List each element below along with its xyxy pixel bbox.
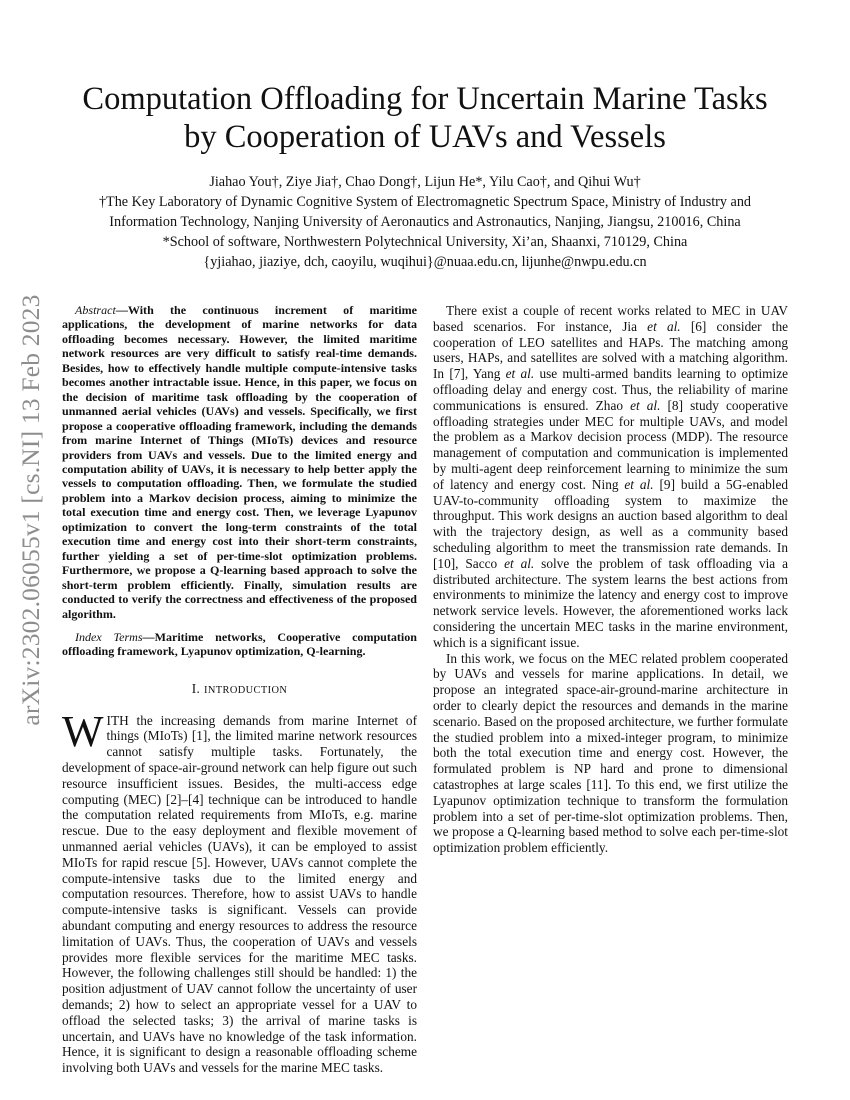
index-terms (62, 630, 417, 659)
paragraph-text: solve the problem of task offloading via a distributed architecture. The system learns the best actions from environments to minimize the latency and energy cost to improve network service levels. However, the aforementioned works lack considering the uncertain MEC tasks in the marine environment, which is a significant issue. (433, 555, 788, 650)
email-line: {yjiahao, jiaziye, dch, caoyilu, wuqihui}@nuaa.edu.cn, lijunhe@nwpu.edu.cn (203, 254, 647, 270)
affiliation-line: *School of software, Northwestern Polytechnical University, Xi’an, Shaanxi, 710129, China (162, 234, 688, 250)
paragraph-text: [6] consider the cooperation of LEO satellites and HAPs. The matching among users, HAPs, and satellites are solved with a matching algorithm. In [7], Yang (433, 318, 789, 382)
title-line-2: by Cooperation of UAVs and Vessels (184, 119, 666, 155)
et-al-citation: et al. (647, 318, 681, 334)
contribution-paragraph: In this work, we focus on the MEC related problem cooperated by UAVs and vessels for marine applications. In detail, we propose an integrated space-air-ground-marine architecture in order to clearly depict the resources and demands in the marine scenario. Based on the proposed architecture, we further formulate the studied problem into a mixed-integer program, to minimize both the total execution time and energy cost. However, the formulated problem is NP hard and prone to dimensional catastrophes at large scales [11]. To this end, we first utilize the Lyapunov optimization technique to transform the formulation problem into a set of per-time-slot optimization problems. Then, we propose a Q-learning based method to solve each per-time-slot optimization problem efficiently. (433, 650, 788, 856)
section-heading-introduction (62, 681, 417, 699)
paper-title (40, 80, 810, 156)
paragraph-text: use multi-armed bandits learning to optimize offloading delay and energy cost. Thus, the reliability of marine communications is ensured. Zhao (433, 366, 789, 413)
index-terms-text: —Maritime networks, Cooperative computation offloading framework, Lyapunov optimization, Q-learning. (62, 629, 418, 659)
related-work-paragraph (433, 303, 788, 651)
et-al-citation: et al. (624, 476, 654, 492)
et-al-citation: et al. (504, 555, 535, 571)
abstract-text: —With the continuous increment of maritime applications, the development of marine networks for data offloading becomes necessary. However, the limited maritime network resources are very difficult to satisfy real-time demands. Besides, how to effectively handle multiple compute-intensive tasks becomes another intractable issue. Hence, in this paper, we focus on the decision of maritime task offloading by the cooperation of unmanned aerial vehicles (UAVs) and vessels. Specifically, we first propose a cooperative offloading framework, including the demands from marine Internet of Things (MIoTs) devices and resource providers from UAVs and vessels. Due to the limited energy and computation ability of UAVs, it is necessary to help better apply the vessels to computation offloading. Then, we formulate the studied problem into a Markov decision process, aiming to minimize the total execution time and energy cost. Then, we leverage Lyapunov optimization to convert the long-term constraints of the total execution time and energy cost into their short-term constraints, further yielding a set of per-time-slot optimization problems. Furthermore, we propose a Q-learning based approach to solve the short-term problem efficiently. Finally, simulation results are conducted to verify the correctness and effectiveness of the proposed algorithm. (62, 303, 417, 621)
index-terms-label: Index Terms (75, 629, 143, 644)
author-list: Jiahao You†, Ziye Jia†, Chao Dong†, Lijun He*, Yilu Cao†, and Qihui Wu† (209, 174, 641, 190)
paragraph-text: There exist a couple of recent works related to MEC in UAV based scenarios. For instance, Jia (433, 303, 788, 334)
affiliation-line: †The Key Laboratory of Dynamic Cognitive System of Electromagnetic Spectrum Space, Ministry of Industry and (98, 194, 752, 210)
abstract-label: Abstract (75, 303, 116, 317)
paragraph-text: [8] study cooperative offloading strategies under MEC for multiple UAVs, and model the problem as a Markov decision process (MDP). The resource management of computation and communication is implemented by multi-agent deep reinforcement learning to minimize the sum of latency and energy cost. Ning (433, 397, 788, 492)
arxiv-identifier-text: arXiv:2302.06055v1 [cs.NI] 13 Feb 2023 (16, 294, 45, 726)
section-numeral: I. (191, 680, 204, 696)
author-block (40, 172, 810, 272)
right-column (433, 303, 788, 856)
title-line-1: Computation Offloading for Uncertain Marine Tasks (82, 81, 768, 117)
et-al-citation: et al. (630, 397, 661, 413)
left-column (62, 303, 417, 1076)
paragraph-text: [9] build a 5G-enabled UAV-to-community offloading system to maximize the throughput. This work designs an auction based algorithm to deal with the trajectory design, as well as a community based scheduling algorithm to meet the transmission rate demands. In [10], Sacco (433, 476, 789, 571)
section-title: INTRODUCTION (203, 684, 288, 696)
introduction-paragraph: WITH the increasing demands from marine Internet of things (MIoTs) [1], the limited marine network resources cannot satisfy multiple tasks. Fortunately, the development of space-air-ground network can help figure out such resource insufficient issues. Besides, the multi-access edge computing (MEC) [2]–[4] technique can be introduced to handle the computation related requirements from MIoTs, e.g. marine rescue. Due to the easy deployment and flexible movement of unmanned aerial vehicles (UAVs), it can be employed to assist MIoTs for rapid rescue [5]. However, UAVs cannot complete the compute-intensive tasks due to the limited energy and computation resources. Therefore, how to assist UAVs to handle compute-intensive tasks is significant. Vessels can provide abundant computing and energy resources to address the resource limitation of UAVs. Thus, the cooperation of UAVs and vessels provides more flexible services for the maritime MEC tasks. However, the following challenges still should be handled: 1) the position adjustment of UAV cannot follow the uncertainty of user demands; 2) how to select an appropriate vessel for a UAV to offload the selected tasks; 3) the arrival of marine tasks is uncertain, and UAVs have no knowledge of the task information. Hence, it is significant to design a reasonable offloading scheme involving both UAVs and vessels for the marine MEC tasks. (62, 706, 417, 1076)
abstract (62, 303, 417, 621)
arxiv-identifier-stamp (14, 272, 48, 748)
affiliation-line: Information Technology, Nanjing University of Aeronautics and Astronautics, Nanjing, Jiangsu, 210016, China (109, 214, 741, 230)
et-al-citation: et al. (505, 366, 535, 382)
